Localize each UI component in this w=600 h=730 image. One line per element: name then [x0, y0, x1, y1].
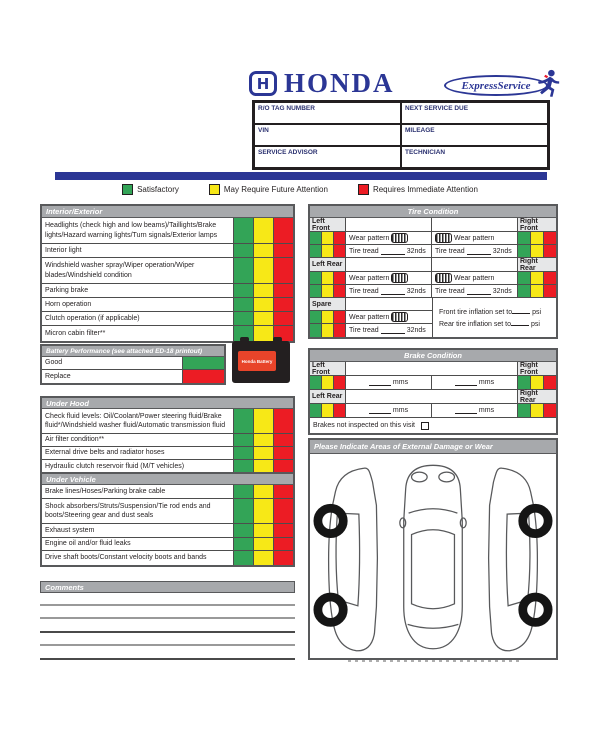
item-label: External drive belts and radiator hoses	[42, 447, 233, 459]
right-rear-label: Right Rear	[518, 390, 556, 403]
interior-exterior-header: Interior/Exterior	[42, 206, 293, 218]
checklist-row	[42, 312, 293, 326]
tire-rear-label-row	[310, 258, 556, 272]
item-label: Horn operation	[42, 298, 233, 311]
item-label: Replace	[42, 370, 182, 383]
honda-h-letter: H	[256, 74, 270, 93]
tire-inflation-cell	[433, 298, 556, 337]
honda-h-logo-icon	[249, 71, 277, 96]
status-cells[interactable]	[233, 409, 293, 433]
checklist-row	[42, 434, 293, 447]
psi-label: psi	[532, 309, 542, 316]
item-label: Micron cabin filter**	[42, 326, 233, 341]
wear-pattern-label: Wear pattern	[349, 313, 390, 321]
status-cells[interactable]	[233, 538, 293, 550]
under-vehicle-header: Under Vehicle	[42, 474, 293, 485]
status-cells[interactable]	[233, 524, 293, 537]
tire-condition-section	[308, 204, 558, 339]
item-label: Check fluid levels: Oil/Coolant/Power steering fluid/Brake fluid*/Windshield washer fluid/Automatic transmission fluid	[42, 409, 233, 433]
status-cells[interactable]	[518, 245, 556, 257]
honda-wordmark: HONDA	[284, 68, 395, 98]
checklist-row	[42, 447, 293, 460]
brake-rear-label-row	[310, 390, 556, 404]
status-cells[interactable]	[518, 285, 556, 297]
front-inflation-label: Front tire inflation set to	[439, 309, 513, 316]
battery-image	[232, 341, 290, 383]
mms-label: mms	[392, 379, 409, 386]
express-service-label: ExpressService	[461, 79, 531, 92]
checklist-row	[42, 258, 293, 284]
status-cells[interactable]	[310, 285, 346, 297]
interior-exterior-section	[40, 204, 295, 343]
red-swatch-icon	[358, 184, 369, 195]
spare-wear-row	[310, 311, 432, 324]
checklist-row	[42, 326, 293, 341]
under-vehicle-section	[40, 472, 295, 567]
tread-unit-label: 32nds	[406, 247, 426, 255]
wear-pattern-label: Wear pattern	[349, 234, 390, 242]
status-cells[interactable]	[310, 404, 346, 417]
battery-header: Battery Performance (see attached ED-18 printout)	[42, 346, 224, 357]
item-label: Shock absorbers/Struts/Suspension/Tie rod ends and boots/Steering gear and dust seals	[42, 499, 233, 523]
tread-depth-blank[interactable]	[381, 248, 405, 255]
comments-header: Comments	[40, 581, 295, 593]
status-cells[interactable]	[233, 298, 293, 311]
status-cells[interactable]	[310, 245, 346, 257]
not-inspected-label: Brakes not inspected on this visit	[313, 422, 415, 429]
status-cells[interactable]	[310, 376, 346, 389]
item-label: Windshield washer spray/Wiper operation/Wiper blades/Windshield condition	[42, 258, 233, 283]
damage-diagram-section	[308, 438, 558, 660]
tread-depth-blank[interactable]	[381, 327, 405, 334]
brake-front-label-row	[310, 362, 556, 376]
item-label: Engine oil and/or fluid leaks	[42, 538, 233, 550]
tire-spare-block	[310, 298, 556, 337]
checklist-row	[42, 284, 293, 298]
status-cells[interactable]	[233, 312, 293, 325]
status-cells[interactable]	[310, 324, 346, 337]
item-label: Parking brake	[42, 284, 233, 297]
spare-label-row	[310, 298, 432, 311]
tread-depth-blank[interactable]	[381, 288, 405, 295]
tire-rear-tread-row	[310, 285, 556, 298]
status-cells[interactable]	[233, 244, 293, 257]
checklist-row	[42, 218, 293, 244]
status-cells[interactable]	[233, 447, 293, 459]
status-cells[interactable]	[233, 284, 293, 297]
tread-pattern-icon	[391, 312, 408, 322]
tread-unit-label: 32nds	[492, 247, 512, 255]
brake-rear-mms-row	[310, 404, 556, 418]
checklist-row	[42, 524, 293, 538]
under-hood-section	[40, 396, 295, 476]
checklist-row	[42, 485, 293, 499]
tire-front-tread-row	[310, 245, 556, 258]
brake-mm-blank[interactable]	[455, 407, 477, 414]
brake-mm-blank[interactable]	[455, 379, 477, 386]
tread-pattern-icon	[391, 273, 408, 283]
status-cells[interactable]	[233, 218, 293, 243]
left-rear-label: Left Rear	[310, 390, 346, 403]
legend-future-label: May Require Future Attention	[223, 185, 328, 194]
rear-inflation-label: Rear tire inflation set to	[439, 321, 511, 328]
left-rear-label: Left Rear	[310, 258, 346, 271]
tire-rear-wear-row	[310, 272, 556, 285]
checklist-row	[42, 244, 293, 258]
tread-unit-label: 32nds	[406, 327, 426, 334]
green-swatch-icon	[122, 184, 133, 195]
tire-tread-label: Tire tread	[349, 247, 379, 255]
status-cells[interactable]	[310, 232, 346, 244]
spare-tread-row	[310, 324, 432, 337]
checklist-row	[42, 538, 293, 551]
right-rear-label: Right Rear	[518, 258, 556, 271]
spare-label: Spare	[310, 298, 346, 310]
ro-tag-number-field[interactable]: R/O TAG NUMBER	[254, 102, 401, 124]
tire-front-wear-row	[310, 232, 556, 245]
battery-replace-status-cell[interactable]	[182, 370, 224, 383]
item-label: Drive shaft boots/Constant velocity boots and bands	[42, 551, 233, 565]
battery-good-row	[42, 357, 224, 370]
status-legend	[0, 184, 600, 195]
brake-mm-blank[interactable]	[369, 407, 391, 414]
battery-replace-row	[42, 370, 224, 383]
tread-unit-label: 32nds	[406, 287, 426, 295]
item-label: Interior light	[42, 244, 233, 257]
legend-future-attention	[209, 184, 328, 195]
legend-immediate-attention	[358, 184, 478, 195]
item-label: Hydraulic clutch reservoir fluid (M/T vehicles)	[42, 460, 233, 474]
footnote-microtext	[348, 660, 520, 662]
tire-tread-label: Tire tread	[435, 287, 465, 295]
status-cells[interactable]	[518, 232, 556, 244]
battery-sticker-label: Honda Battery	[238, 351, 276, 371]
item-label: Air filter condition**	[42, 434, 233, 446]
tire-condition-header: Tire Condition	[310, 206, 556, 218]
checklist-row	[42, 409, 293, 434]
mms-label: mms	[478, 407, 495, 414]
brake-mm-blank[interactable]	[369, 379, 391, 386]
rear-psi-blank[interactable]	[511, 319, 529, 326]
comment-line[interactable]	[40, 617, 295, 619]
right-front-label: Right Front	[518, 218, 556, 231]
brake-condition-section	[308, 348, 558, 435]
yellow-swatch-icon	[209, 184, 220, 195]
mileage-field[interactable]: MILEAGE	[401, 124, 548, 146]
battery-good-status-cell[interactable]	[182, 357, 224, 369]
battery-section	[40, 344, 226, 385]
legend-satisfactory-label: Satisfactory	[137, 185, 179, 194]
tread-pattern-icon	[435, 273, 452, 283]
item-label: Exhaust system	[42, 524, 233, 537]
comment-line[interactable]	[40, 644, 295, 646]
legend-satisfactory	[122, 184, 179, 195]
item-label: Headlights (check high and low beams)/Taillights/Brake lights/Hazard warning lights/Turn signals/Exterior lamps	[42, 218, 233, 243]
legend-immediate-label: Requires Immediate Attention	[372, 185, 478, 194]
left-front-label: Left Front	[310, 218, 346, 231]
item-label: Brake lines/Hoses/Parking brake cable	[42, 485, 233, 498]
status-cells[interactable]	[518, 376, 556, 389]
tread-pattern-icon	[391, 233, 408, 243]
under-hood-header: Under Hood	[42, 398, 293, 409]
damage-header: Please Indicate Areas of External Damage or Wear	[310, 440, 556, 454]
tire-tread-label: Tire tread	[435, 247, 465, 255]
status-cells[interactable]	[518, 404, 556, 417]
car-damage-diagram[interactable]	[313, 458, 553, 658]
wear-pattern-label: Wear pattern	[349, 274, 390, 282]
tire-tread-label: Tire tread	[349, 287, 379, 295]
tread-pattern-icon	[435, 233, 452, 243]
mms-label: mms	[392, 407, 409, 414]
service-info-table	[252, 100, 550, 170]
comment-line[interactable]	[40, 658, 295, 660]
tire-front-label-row	[310, 218, 556, 232]
wear-pattern-label: Wear pattern	[454, 274, 495, 282]
checklist-row	[42, 551, 293, 565]
vin-field[interactable]: VIN	[254, 124, 401, 146]
service-advisor-field[interactable]: SERVICE ADVISOR	[254, 146, 401, 168]
not-inspected-checkbox[interactable]	[421, 422, 429, 430]
technician-field[interactable]: TECHNICIAN	[401, 146, 548, 168]
status-cells[interactable]	[233, 551, 293, 565]
checklist-row	[42, 298, 293, 312]
comment-line[interactable]	[40, 604, 295, 606]
tread-depth-blank[interactable]	[467, 248, 491, 255]
running-man-icon	[528, 66, 562, 100]
tire-tread-label: Tire tread	[349, 327, 379, 334]
brakes-not-inspected-row	[310, 418, 556, 433]
status-cells[interactable]	[233, 499, 293, 523]
right-front-label: Right Front	[518, 362, 556, 375]
mms-label: mms	[478, 379, 495, 386]
status-cells[interactable]	[310, 272, 346, 284]
psi-label: psi	[530, 321, 540, 328]
status-cells[interactable]	[233, 485, 293, 498]
status-cells[interactable]	[310, 311, 346, 323]
status-cells[interactable]	[518, 272, 556, 284]
checklist-row	[42, 499, 293, 524]
status-cells[interactable]	[233, 258, 293, 283]
front-psi-blank[interactable]	[512, 307, 530, 314]
left-front-label: Left Front	[310, 362, 346, 375]
wear-pattern-label: Wear pattern	[454, 234, 495, 242]
comments-section	[40, 581, 295, 663]
item-label: Good	[42, 357, 182, 369]
next-service-due-field[interactable]: NEXT SERVICE DUE	[401, 102, 548, 124]
tread-unit-label: 32nds	[492, 287, 512, 295]
brake-condition-header: Brake Condition	[310, 350, 556, 362]
comment-line[interactable]	[40, 631, 295, 633]
tread-depth-blank[interactable]	[467, 288, 491, 295]
brake-front-mms-row	[310, 376, 556, 390]
item-label: Clutch operation (if applicable)	[42, 312, 233, 325]
status-cells[interactable]	[233, 434, 293, 446]
divider-bar	[55, 172, 547, 180]
